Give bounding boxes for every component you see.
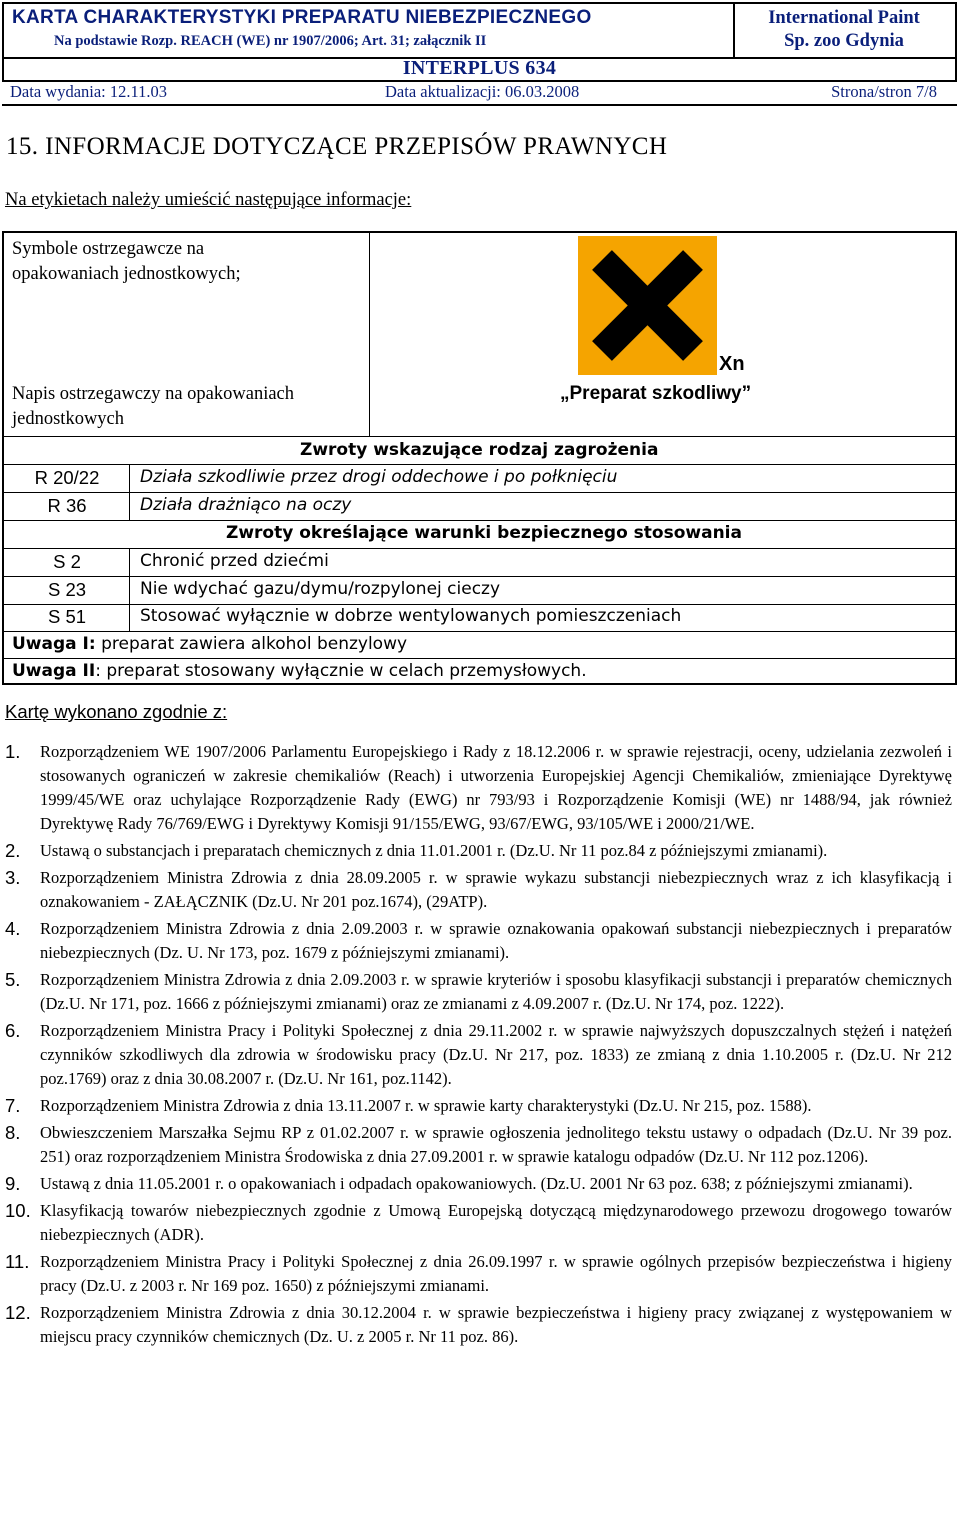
list-item xyxy=(0,1301,960,1349)
reference-text: Rozporządzeniem Ministra Zdrowia z dnia 13.11.2007 r. w sprawie karty charakterystyki (Dz.U. Nr 215, poz. 1588). xyxy=(40,1096,812,1115)
product-name: INTERPLUS 634 xyxy=(402,57,557,79)
warning-label: Napis ostrzegawczy na opakowaniach jednostkowych xyxy=(12,384,295,429)
reference-text: Rozporządzeniem Ministra Zdrowia z dnia 2.09.2003 r. w sprawie kryteriów i sposobu klasyfikacji substancji i preparatów chemicznych (Dz.U. Nr 171, poz. 1666 z późniejszymi zmianami) oraz ze zmianami z 4.09.2007 r. (Dz.U. Nr 174, poz. 1222). xyxy=(40,970,952,1013)
reference-text: Klasyfikacją towarów niebezpiecznych zgodnie z Umową Europejską dotyczącą międzynarodowego przewozu drogowego towarów niebezpiecznych (ADR). xyxy=(40,1201,952,1244)
header-title-block xyxy=(4,4,735,59)
table-divider xyxy=(129,576,130,604)
table-divider xyxy=(4,520,955,521)
document-title: KARTA CHARAKTERYSTYKI PREPARATU NIEBEZPIECZNEGO xyxy=(12,7,592,28)
reference-number: 11. xyxy=(5,1251,30,1272)
table-divider xyxy=(4,658,955,659)
labelling-table xyxy=(2,231,957,685)
document-header xyxy=(2,2,957,82)
note-1-text: preparat zawiera alkohol benzylowy xyxy=(95,634,408,654)
hazard-symbol-code: Xn xyxy=(719,353,745,375)
harmful-cross-icon xyxy=(578,236,717,375)
r-phrase-code: R 36 xyxy=(47,495,87,516)
header-divider xyxy=(2,104,957,106)
issue-date: Data wydania: 12.11.03 xyxy=(10,82,168,101)
table-divider xyxy=(4,548,955,549)
company-location: Sp. zoo Gdynia xyxy=(784,31,904,51)
table-divider xyxy=(129,492,130,520)
list-item xyxy=(0,1121,960,1169)
table-divider xyxy=(4,604,955,605)
r-phrase-text: Działa szkodliwie przez drogi oddechowe i po połknięciu xyxy=(140,467,618,487)
reference-text: Rozporządzeniem WE 1907/2006 Parlamentu Europejskiego i Rady z 18.12.2006 r. w sprawie rejestracji, oceny, udzielania zezwoleń i stosowanych ograniczeń w zakresie chemikaliów (Reach) i utworzenia Europejskiej Agencji Chemikaliów, zmieniające Dyrektywę 1999/45/WE oraz uchylające Rozporządzenie Rady (EWG) nr 793/93 i Rozporządzenie Komisji (WE) nr 1488/94, jak również Dyrektywę Rady 76/769/EWG i Dyrektywy Komisji 91/155/EWG, 93/67/EWG, 93/105/WE i 2000/21/WE. xyxy=(40,742,952,833)
reference-number: 8. xyxy=(5,1122,21,1143)
table-divider xyxy=(129,604,130,631)
note-2 xyxy=(12,661,587,681)
r-phrases-heading: Zwroty wskazujące rodzaj zagrożenia xyxy=(300,440,659,460)
list-item xyxy=(0,839,960,863)
note-1 xyxy=(12,634,407,654)
references-intro: Kartę wykonano zgodnie z: xyxy=(5,701,228,722)
update-date: Data aktualizacji: 06.03.2008 xyxy=(385,82,580,101)
r-phrase-code: R 20/22 xyxy=(34,467,100,488)
list-item xyxy=(0,1250,960,1298)
page-number: Strona/stron 7/8 xyxy=(831,82,937,101)
reference-number: 6. xyxy=(5,1020,21,1041)
reference-number: 1. xyxy=(5,741,21,762)
s-phrase-text: Stosować wyłącznie w dobrze wentylowanych pomieszczeniach xyxy=(140,606,682,626)
r-phrase-text: Działa drażniąco na oczy xyxy=(140,495,352,515)
section-intro: Na etykietach należy umieścić następujące informacje: xyxy=(5,190,412,210)
s-phrase-text: Nie wdychać gazu/dymu/rozpylonej cieczy xyxy=(140,579,501,599)
reference-text: Ustawą z dnia 11.05.2001 r. o opakowaniach i odpadach opakowaniowych. (Dz.U. 2001 Nr 63 poz. 638; z późniejszymi zmianami). xyxy=(40,1174,913,1193)
reference-number: 9. xyxy=(5,1173,21,1194)
reference-number: 2. xyxy=(5,840,21,861)
reference-text: Rozporządzeniem Ministra Zdrowia z dnia 30.12.2004 r. w sprawie bezpieczeństwa i higieny pracy związanej z występowaniem w miejscu pracy czynników chemicznych (Dz. U. z 2005 r. Nr 11 poz. 86). xyxy=(40,1303,952,1346)
reference-text: Rozporządzeniem Ministra Pracy i Polityki Społecznej z dnia 26.09.1997 r. w sprawie ogólnych przepisów bezpieczeństwa i higieny pracy (Dz.U. z 2003 r. Nr 169 poz. 1650) z późniejszymi zmianami. xyxy=(40,1252,952,1295)
note-2-label: Uwaga II xyxy=(12,661,96,681)
reference-text: Obwieszczeniem Marszałka Sejmu RP z 01.02.2007 r. w sprawie ogłoszenia jednolitego tekstu ustawy o odpadach (Dz.U. Nr 39 poz. 251) oraz rozporządzeniem Ministra Środowiska z dnia 27.09.2001 r. w sprawie katalogu odpadów (Dz.U. Nr 112 poz.1206). xyxy=(40,1123,952,1166)
reference-number: 12. xyxy=(5,1302,31,1323)
symbols-label: Symbole ostrzegawcze na opakowaniach jednostkowych; xyxy=(12,239,241,284)
list-item xyxy=(0,1019,960,1091)
reference-text: Ustawą o substancjach i preparatach chemicznych z dnia 11.01.2001 r. (Dz.U. Nr 11 poz.84 z późniejszymi zmianami). xyxy=(40,841,828,860)
table-divider xyxy=(4,464,955,465)
note-2-text: : preparat stosowany wyłącznie w celach przemysłowych. xyxy=(95,661,587,681)
list-item xyxy=(0,740,960,836)
list-item xyxy=(0,1094,960,1118)
header-dates-row xyxy=(2,78,957,104)
s-phrase-text: Chronić przed dziećmi xyxy=(140,551,329,571)
table-divider xyxy=(4,631,955,632)
reference-number: 7. xyxy=(5,1095,21,1116)
list-item xyxy=(0,1172,960,1196)
references-list xyxy=(0,740,960,1352)
table-divider xyxy=(4,492,955,493)
reference-text: Rozporządzeniem Ministra Zdrowia z dnia 2.09.2003 r. w sprawie oznakowania opakowań substancji niebezpiecznych i preparatów niebezpiecznych (Dz. U. Nr 173, poz. 1679 z późniejszymi zmianami). xyxy=(40,919,952,962)
company-name: International Paint xyxy=(768,8,920,28)
list-item xyxy=(0,866,960,914)
table-divider xyxy=(4,436,955,437)
reference-number: 3. xyxy=(5,867,21,888)
s-phrase-code: S 51 xyxy=(47,606,87,627)
document-legal-basis: Na podstawie Rozp. REACH (WE) nr 1907/2006; Art. 31; załącznik II xyxy=(54,33,487,49)
warning-text: „Preparat szkodliwy” xyxy=(560,383,752,404)
s-phrases-heading: Zwroty określające warunki bezpiecznego stosowania xyxy=(226,523,742,543)
s-phrase-code: S 23 xyxy=(47,579,87,600)
list-item xyxy=(0,968,960,1016)
table-divider xyxy=(129,548,130,576)
list-item xyxy=(0,917,960,965)
s-phrase-code: S 2 xyxy=(53,551,81,572)
list-item xyxy=(0,1199,960,1247)
note-1-label: Uwaga I: xyxy=(12,634,96,654)
reference-number: 4. xyxy=(5,918,21,939)
reference-number: 5. xyxy=(5,969,21,990)
section-title: 15. INFORMACJE DOTYCZĄCE PRZEPISÓW PRAWNYCH xyxy=(6,133,668,160)
table-divider xyxy=(369,233,370,436)
reference-text: Rozporządzeniem Ministra Zdrowia z dnia 28.09.2005 r. w sprawie wykazu substancji niebezpiecznych wraz z ich klasyfikacją i oznakowaniem - ZAŁĄCZNIK (Dz.U. Nr 201 poz.1674), (29ATP). xyxy=(40,868,952,911)
reference-text: Rozporządzeniem Ministra Pracy i Polityki Społecznej z dnia 29.11.2002 r. w sprawie najwyższych dopuszczalnych stężeń i natężeń czynników szkodliwych dla zdrowia w środowisku pracy (Dz.U. Nr 217, poz. 1833) ze zmianą z dnia 1.10.2005 r. (Dz.U. Nr 212 poz.1769) oraz z dnia 30.08.2007 r. (Dz.U. Nr 161, poz.1142). xyxy=(40,1021,952,1088)
header-company-block xyxy=(733,4,955,59)
reference-number: 10. xyxy=(5,1200,31,1221)
table-divider xyxy=(129,464,130,492)
table-divider xyxy=(4,576,955,577)
